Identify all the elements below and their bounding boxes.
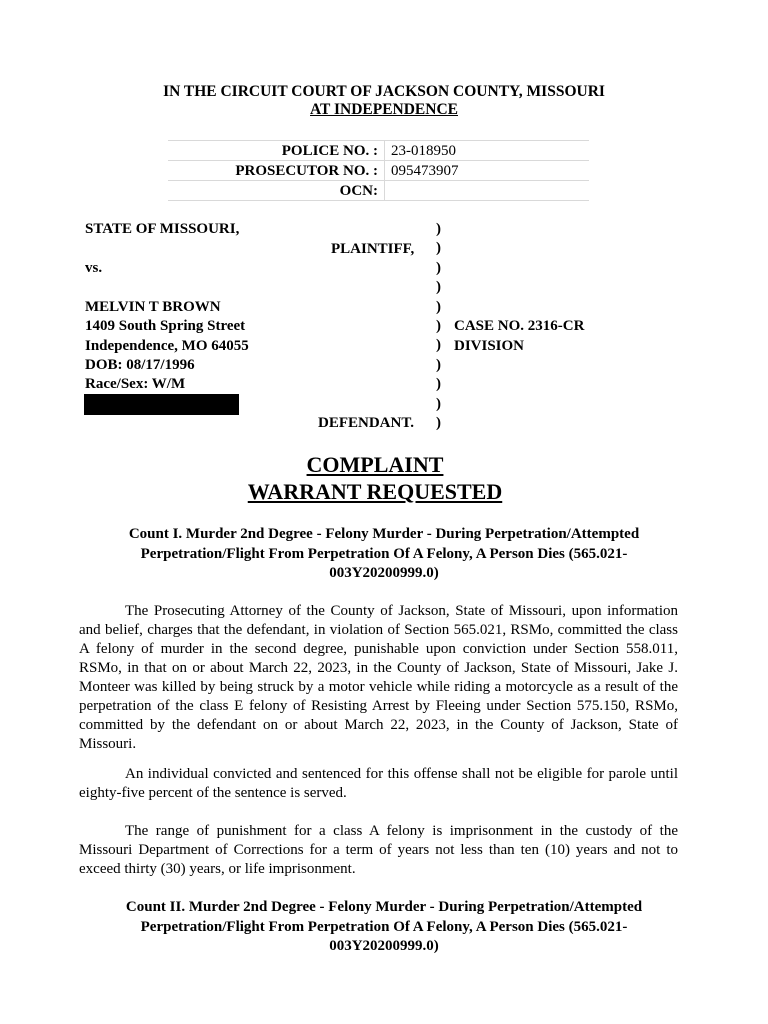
count1-parole-text: An individual convicted and sentenced for this offense shall not be eligible for parole until eighty-five percent of the sentence is served. <box>79 766 678 801</box>
count1-punishment-text: The range of punishment for a class A felony is imprisonment in the custody of the Missouri Department of Corrections for a term of years not less than ten (10) years and not to exceed thirty (30) years, or life imprisonment. <box>79 823 678 877</box>
count1-charge-paragraph <box>79 602 678 754</box>
document-subtitle: WARRANT REQUESTED <box>247 479 503 504</box>
paren: ) <box>436 221 441 237</box>
paren: ) <box>436 395 441 412</box>
count1-punishment-paragraph <box>79 822 678 879</box>
division-label: DIVISION <box>454 338 525 354</box>
paren: ) <box>436 415 441 432</box>
caption-parentheses <box>436 220 441 433</box>
plaintiff-name: STATE OF MISSOURI, <box>85 221 240 237</box>
count1-charge-text: The Prosecuting Attorney of the County of Jackson, State of Missouri, upon information and belief, charges that the defendant, in violation of Section 565.021, RSMo, committed the class A felony of murder in the second degree, punishable upon conviction under Section 558.011, RSMo, in that on or about March 22, 2023, in the County of Jackson, State of Missouri, Jake J. Monteer was killed by being struck by a motor vehicle while riding a motorcycle as a result of the perpetration of the class E felony of Resisting Arrest by Fleeing under Section 575.150, RSMo, committed by the defendant on or about March 22, 2023, in the County of Jackson, State of Missouri. <box>79 603 678 752</box>
defendant-label: DEFENDANT. <box>318 415 414 431</box>
paren: ) <box>436 337 441 354</box>
defendant-race-sex: Race/Sex: W/M <box>85 376 186 392</box>
count1-parole-paragraph <box>79 765 678 803</box>
paren: ) <box>436 298 441 315</box>
police-value: 23-018950 <box>385 141 590 161</box>
count2-heading-line3: 003Y20200999.0) <box>329 938 439 954</box>
court-location <box>0 101 768 119</box>
defendant-name: MELVIN T BROWN <box>85 299 221 315</box>
versus-text: vs. <box>85 260 103 276</box>
court-name: IN THE CIRCUIT COURT OF JACKSON COUNTY, MISSOURI <box>163 83 605 100</box>
court-location-text: AT INDEPENDENCE <box>310 101 458 118</box>
count1-heading-line2: Perpetration/Flight From Perpetration Of A Felony, A Person Dies (565.021- <box>140 545 628 562</box>
redaction-bar <box>84 394 239 415</box>
count2-heading <box>84 898 684 957</box>
defendant-address-line2: Independence, MO 64055 <box>85 338 249 354</box>
ocn-row <box>168 181 589 201</box>
prosecutor-value: 095473907 <box>385 161 590 181</box>
paren: ) <box>436 356 441 373</box>
paren: ) <box>436 240 441 257</box>
case-number: CASE NO. 2316-CR <box>454 318 585 334</box>
prosecutor-row <box>168 161 589 181</box>
paren: ) <box>436 318 441 335</box>
count2-heading-line2: Perpetration/Flight From Perpetration Of A Felony, A Person Dies (565.021- <box>140 918 628 935</box>
paren: ) <box>436 259 441 276</box>
paren: ) <box>436 376 441 393</box>
prosecutor-label: PROSECUTOR NO. : <box>168 161 385 181</box>
paren: ) <box>436 279 441 296</box>
ocn-value <box>385 181 590 201</box>
count1-heading-line1: Count I. Murder 2nd Degree - Felony Murder - During Perpetration/Attempted <box>128 526 640 542</box>
defendant-dob: DOB: 08/17/1996 <box>85 357 195 373</box>
identifier-table <box>168 140 589 201</box>
count1-heading-line3: 003Y20200999.0) <box>329 565 439 581</box>
document-title: COMPLAINT <box>306 452 444 477</box>
count1-heading <box>84 525 684 584</box>
plaintiff-label: PLAINTIFF, <box>331 241 415 257</box>
ocn-label: OCN: <box>168 181 385 201</box>
defendant-address-line1: 1409 South Spring Street <box>85 318 246 334</box>
count2-heading-line1: Count II. Murder 2nd Degree - Felony Murder - During Perpetration/Attempted <box>125 899 643 915</box>
police-row <box>168 141 589 161</box>
police-label: POLICE NO. : <box>168 141 385 161</box>
